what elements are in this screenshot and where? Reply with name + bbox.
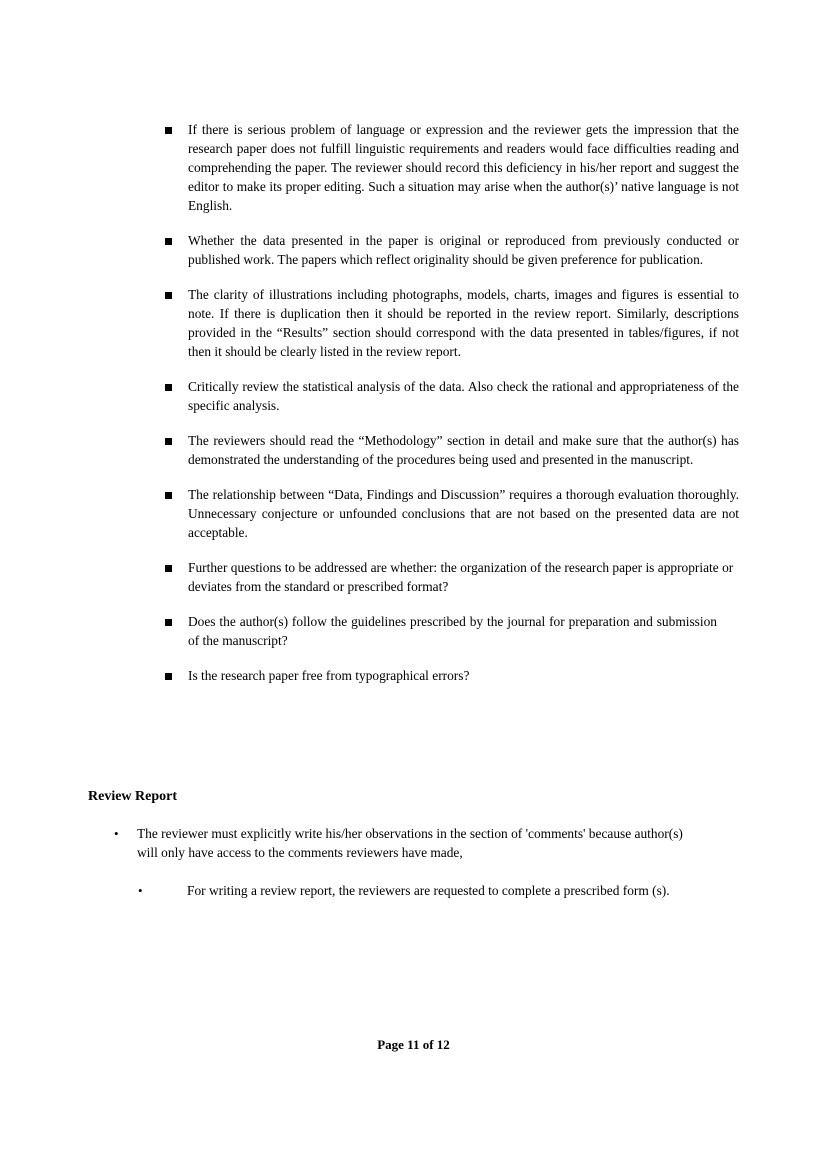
criteria-text: Further questions to be addressed are whether: the organization of the research paper is appropriate or deviates from the standard or prescribed format? bbox=[188, 560, 734, 594]
criteria-text: The relationship between “Data, Findings and Discussion” requires a thorough evaluation thoroughly. Unnecessary conjecture or unfounded conclusions that are not based on the presented data are not acceptable. bbox=[188, 487, 739, 540]
criteria-item bbox=[164, 120, 739, 215]
square-bullet-icon bbox=[165, 492, 172, 499]
square-bullet-icon bbox=[165, 619, 172, 626]
square-bullet-icon bbox=[165, 565, 172, 572]
criteria-text: Is the research paper free from typographical errors? bbox=[188, 668, 470, 683]
criteria-item bbox=[164, 558, 739, 596]
criteria-text: The reviewers should read the “Methodology” section in detail and make sure that the author(s) has demonstrated the understanding of the procedures being used and presented in the manuscript. bbox=[188, 433, 739, 467]
square-bullet-icon bbox=[165, 292, 172, 299]
round-bullet-icon: • bbox=[114, 826, 119, 841]
criteria-item bbox=[164, 431, 739, 469]
criteria-item bbox=[164, 377, 739, 415]
square-bullet-icon bbox=[165, 127, 172, 134]
criteria-item bbox=[164, 666, 739, 685]
criteria-text: Critically review the statistical analysis of the data. Also check the rational and appropriateness of the specific analysis. bbox=[188, 379, 739, 413]
page-number: Page 11 of 12 bbox=[377, 1037, 450, 1052]
criteria-item bbox=[164, 485, 739, 542]
review-criteria-list bbox=[164, 120, 739, 701]
square-bullet-icon bbox=[165, 673, 172, 680]
criteria-text: If there is serious problem of language or expression and the reviewer gets the impression that the research paper does not fulfill linguistic requirements and readers would face difficulties reading and comprehending the paper. The reviewer should record this deficiency in his/her report and suggest the editor to make its proper editing. Such a situation may arise when the author(s)’ native language is not English. bbox=[188, 122, 739, 213]
round-bullet-icon: • bbox=[138, 883, 143, 898]
criteria-text: Does the author(s) follow the guidelines prescribed by the journal for preparation and submission of the manuscript? bbox=[188, 614, 717, 648]
square-bullet-icon bbox=[165, 238, 172, 245]
criteria-item bbox=[164, 285, 739, 361]
square-bullet-icon bbox=[165, 438, 172, 445]
review-report-heading: Review Report bbox=[88, 789, 178, 804]
review-report-text: For writing a review report, the reviewers are requested to complete a prescribed form (s). bbox=[187, 883, 670, 898]
criteria-item bbox=[164, 231, 739, 269]
review-report-text: The reviewer must explicitly write his/her observations in the section of 'comments' because author(s) will only have access to the comments reviewers have made, bbox=[137, 826, 683, 860]
criteria-text: Whether the data presented in the paper is original or reproduced from previously conducted or published work. The papers which reflect originality should be given preference for publication. bbox=[188, 233, 739, 267]
criteria-text: The clarity of illustrations including photographs, models, charts, images and figures is essential to note. If there is duplication then it should be reported in the review report. Similarly, descriptions provided in the “Results” section should correspond with the data presented in tables/figures, if not then it should be clearly listed in the review report. bbox=[188, 287, 739, 359]
criteria-item bbox=[164, 612, 739, 650]
square-bullet-icon bbox=[165, 384, 172, 391]
